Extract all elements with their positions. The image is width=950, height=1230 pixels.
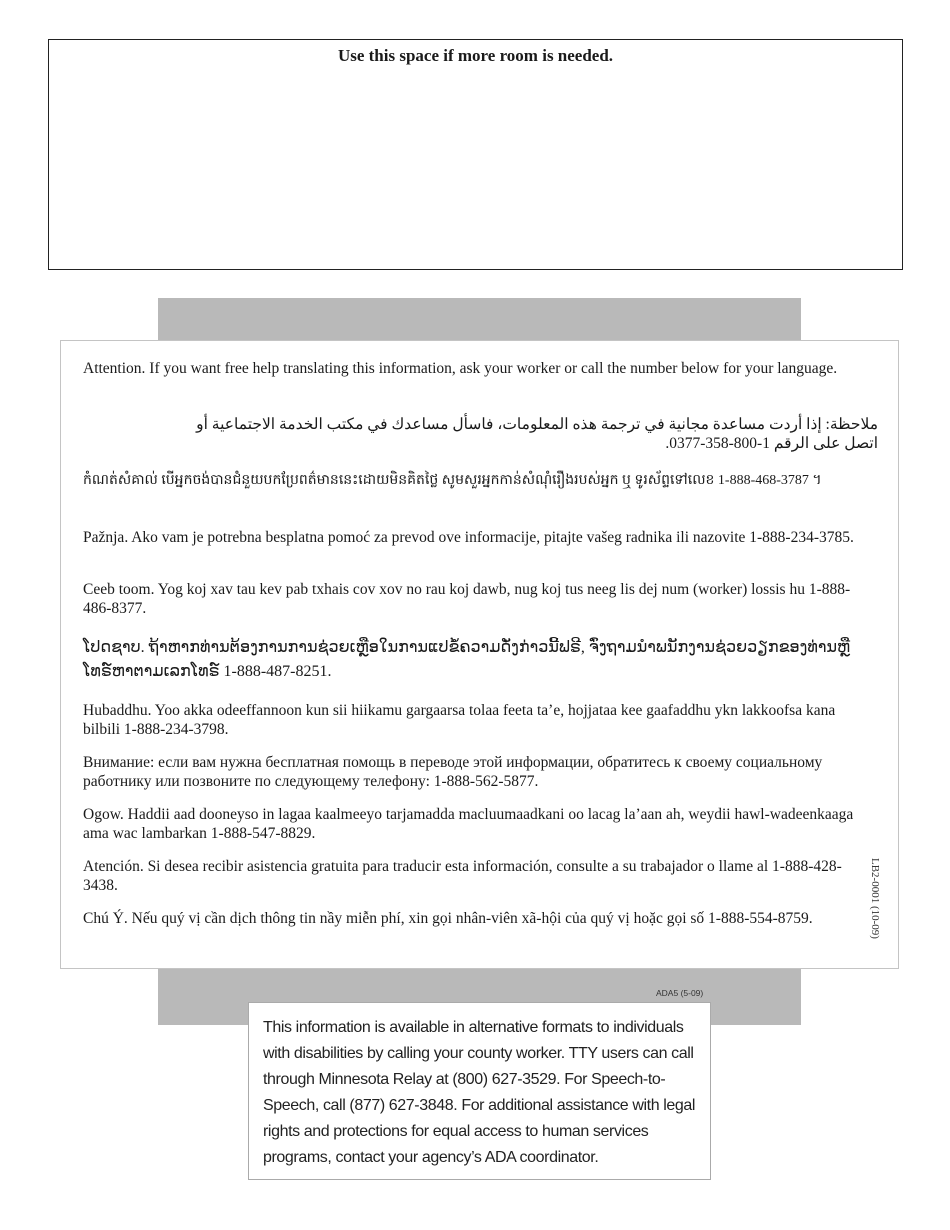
notice-arabic: ملاحظة: إذا أردت مساعدة مجانية في ترجمة هذه المعلومات، فاسأل مساعدك في مكتب الخدمة الاجتماعية أو اتصل على الرقم 1-800-358-0377.: [196, 416, 878, 452]
notice-oromo: Hubaddhu. Yoo akka odeeffannoon kun sii hiikamu gargaarsa tolaa feeta ta’e, hojjataa kee gaafaddhu ykn lakkoofsa kana bilbili 1-888-234-3798.: [83, 702, 836, 738]
notice-somali: Ogow. Haddii aad dooneyso in lagaa kaalmeeyo tarjamadda macluumaadkani oo lacag la’aan ah, weydii hawl-wadeenkaaga ama wac lambarkan 1-888-547-8829.: [83, 806, 854, 842]
ada-form-code: ADA5 (5-09): [656, 988, 704, 998]
notice-lao: ໂປດຊາບ. ຖ້າຫາກທ່ານຕ້ອງການການຊ່ວຍເຫຼືອໃນການແປຂໍ້ຄວາມດັ່ງກ່າວນີ້ຟຣີ, ຈົ່ງຖາມນຳພນັກງານຊ່ວຍວຽກຂອງທ່ານຫຼືໂທຣ໌ຫາຕາມເລກໂທຣ໌ 1-888-487-8251.: [83, 639, 851, 680]
extra-space-box[interactable]: [48, 39, 903, 270]
translation-notices-box: [60, 340, 899, 969]
extra-space-title: Use this space if more room is needed.: [337, 46, 614, 65]
gray-band-top: [158, 298, 801, 342]
ada-notice-text: This information is available in alternative formats to individuals with disabilities by calling your county worker. TTY users can call through Minnesota Relay at (800) 627-3529. For Speech-to-Speech, call (877) 627-3848. For additional assistance with legal rights and protections for equal access to human services programs, contact your agency’s ADA coordinator.: [263, 1019, 696, 1166]
ada-notice-box: [248, 1002, 711, 1180]
notice-russian: Внимание: если вам нужна бесплатная помощь в переводе этой информации, обратитесь к своему социальному работнику или позвоните по следующему телефону: 1-888-562-5877.: [83, 754, 823, 790]
notice-vietnamese: Chú Ý. Nếu quý vị cần dịch thông tin nầy miễn phí, xin gọi nhân-viên xã-hội của quý vị hoặc gọi số 1-888-554-8759.: [83, 910, 813, 927]
notice-khmer: កំណត់សំគាល់ បើអ្នកចង់បានជំនួយបកប្រែពត៌មាននេះដោយមិនគិតថ្លៃ សូមសួរអ្នកកាន់សំណុំរឿងរបស់អ្នក ឬ ទូរស័ព្ទទៅលេខ 1-888-468-3787 ។: [83, 473, 822, 488]
notice-english: Attention. If you want free help translating this information, ask your worker or call the number below for your language.: [83, 360, 838, 377]
notice-hmong: Ceeb toom. Yog koj xav tau kev pab txhais cov xov no rau koj dawb, nug koj tus neeg lis dej num (worker) lossis hu 1-888-486-8377.: [83, 581, 851, 617]
notice-spanish: Atención. Si desea recibir asistencia gratuita para traducir esta información, consulte a su trabajador o llame al 1-888-428-3438.: [83, 858, 842, 894]
notice-bosnian: Pažnja. Ako vam je potrebna besplatna pomoć za prevod ove informacije, pitajte vašeg radnika ili nazovite 1-888-234-3785.: [83, 529, 854, 546]
form-code: LB2-0001 (10-09): [869, 858, 881, 939]
